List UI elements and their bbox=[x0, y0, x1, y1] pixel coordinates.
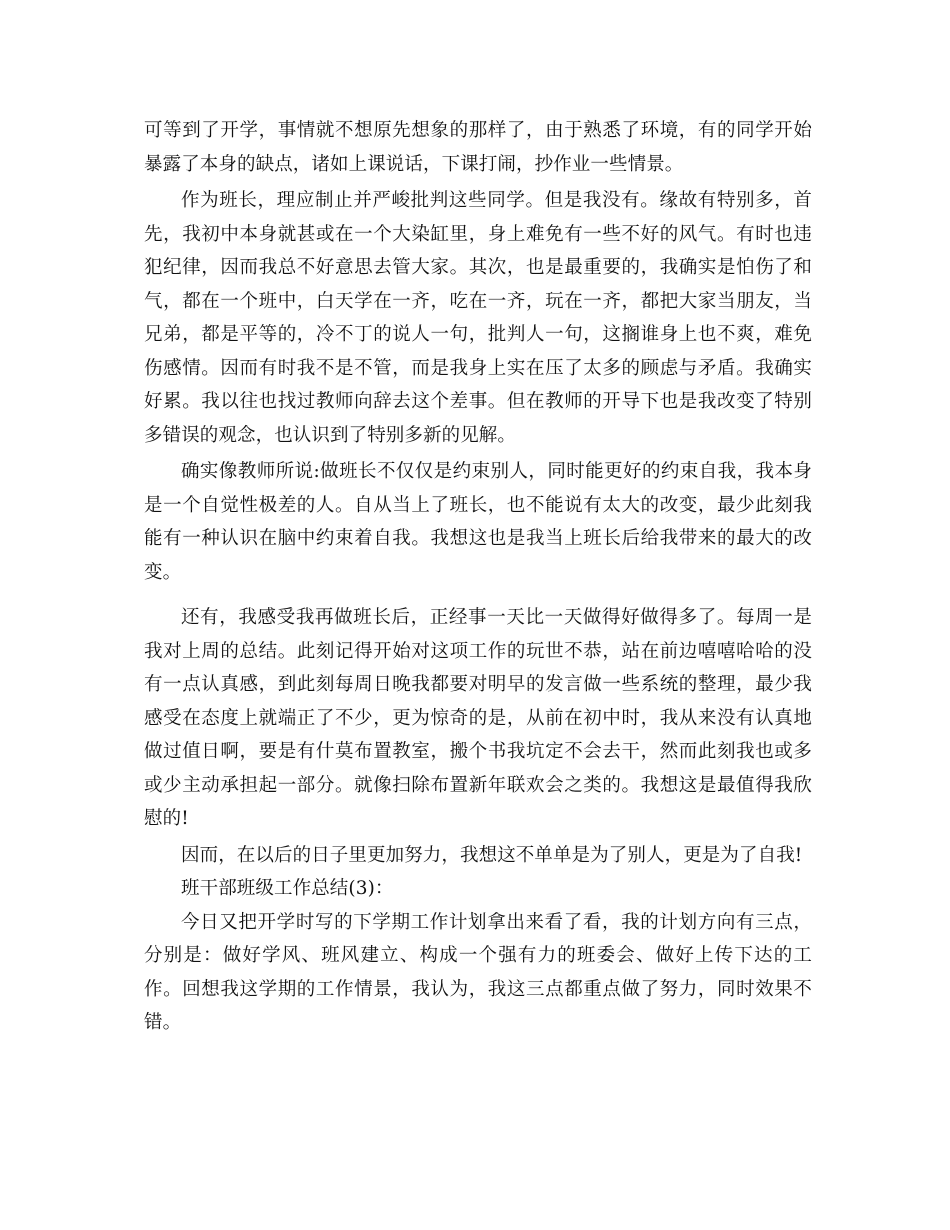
paragraph-5: 因而，在以后的日子里更加努力，我想这不单单是为了别人，更是为了自我! bbox=[181, 844, 803, 866]
paragraph-1: 可等到了开学，事情就不想原先想象的那样了，由于熟悉了环境，有的同学开始暴露了本身的缺点，诸如上课说话，下课打闹，抄作业一些情景。 bbox=[144, 120, 812, 175]
document-body bbox=[144, 114, 812, 1040]
paragraph-6: 今日又把开学时写的下学期工作计划拿出来看了看，我的计划方向有三点，分别是：做好学风、班风建立、构成一个强有力的班委会、做好上传下达的工作。回想我这学期的工作情景，我认为，我这三点都重点做了努力，同时效果不错。 bbox=[144, 911, 812, 1033]
paragraph-3: 确实像教师所说:做班长不仅仅是约束别人，同时能更好的约束自我，我本身是一个自觉性极差的人。自从当上了班长，也不能说有太大的改变，最少此刻我能有一种认识在脑中约束着自我。我想这也是我当上班长后给我带来的最大的改变。 bbox=[144, 461, 812, 583]
paragraph-2: 作为班长，理应制止并严峻批判这些同学。但是我没有。缘故有特别多，首先，我初中本身就甚或在一个大染缸里，身上难免有一些不好的风气。有时也违犯纪律，因而我总不好意思去管大家。其次，也是最重要的，我确实是怕伤了和气，都在一个班中，白天学在一齐，吃在一齐，玩在一齐，都把大家当朋友，当兄弟，都是平等的，冷不丁的说人一句，批判人一句，这搁谁身上也不爽，难免伤感情。因而有时我不是不管，而是我身上实在压了太多的顾虑与矛盾。我确实好累。我以往也找过教师向辞去这个差事。但在教师的开导下也是我改变了特别多错误的观念，也认识到了特别多新的见解。 bbox=[144, 190, 812, 446]
paragraph-4: 还有，我感受我再做班长后，正经事一天比一天做得好做得多了。每周一是我对上周的总结。此刻记得开始对这项工作的玩世不恭，站在前边嘻嘻哈哈的没有一点认真感，到此刻每周日晚我都要对明早的发言做一些系统的整理，最少我感受在态度上就端正了不少，更为惊奇的是，从前在初中时，我从来没有认真地做过值日啊，要是有什莫布置教室，搬个书我坑定不会去干，然而此刻我也或多或少主动承担起一部分。就像扫除布置新年联欢会之类的。我想这是最值得我欣慰的! bbox=[144, 607, 812, 829]
section-heading: 班干部班级工作总结(3)： bbox=[181, 878, 394, 899]
